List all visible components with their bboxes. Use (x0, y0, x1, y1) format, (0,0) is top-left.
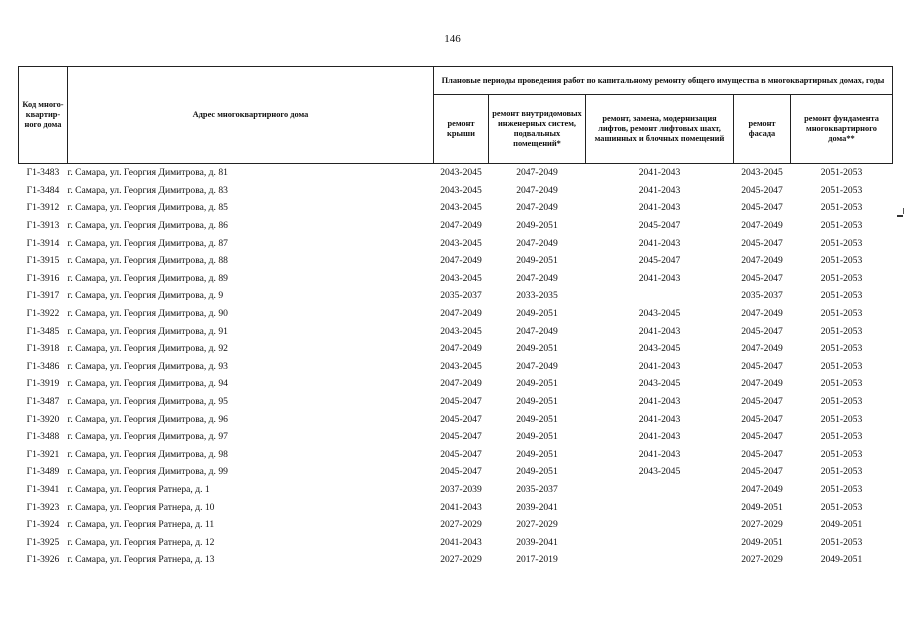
foundation-period: 2051-2053 (820, 272, 863, 284)
facade-period: 2047-2049 (741, 308, 783, 320)
systems-period: 2047-2049 (516, 325, 558, 337)
foundation-period: 2051-2053 (820, 396, 863, 408)
house-code: Г1-3920 (26, 413, 60, 425)
house-code: Г1-3484 (26, 184, 60, 196)
table-row (19, 358, 893, 376)
lifts-period: 2041-2043 (638, 396, 681, 408)
systems-period: 2035-2037 (516, 483, 558, 495)
house-address: г. Самара, ул. Георгия Димитрова, д. 81 (67, 167, 228, 179)
house-code: Г1-3486 (26, 360, 60, 372)
foundation-period: 2051-2053 (820, 536, 863, 548)
roof-period: 2045-2047 (440, 448, 482, 460)
house-address: г. Самара, ул. Георгия Димитрова, д. 94 (67, 378, 228, 390)
facade-period: 2049-2051 (741, 536, 783, 548)
house-address: г. Самара, ул. Георгия Димитрова, д. 95 (67, 396, 228, 408)
table-row (19, 305, 893, 323)
roof-period: 2043-2045 (440, 272, 482, 284)
facade-period: 2045-2047 (741, 184, 783, 196)
header-foundation: ремонт фундамента многоквартирного дома** (791, 95, 893, 164)
house-code: Г1-3919 (26, 378, 60, 390)
table-row (19, 322, 893, 340)
table-row (19, 551, 893, 569)
lifts-period: 2041-2043 (638, 202, 681, 214)
table-row (19, 428, 893, 446)
facade-period: 2047-2049 (741, 255, 783, 267)
lifts-period: 2043-2045 (638, 308, 681, 320)
page-number: 146 (444, 33, 461, 45)
table-row (19, 217, 893, 235)
foundation-period: 2051-2053 (820, 202, 863, 214)
lifts-period: 2041-2043 (638, 167, 681, 179)
house-address: г. Самара, ул. Георгия Димитрова, д. 88 (67, 255, 228, 267)
systems-period: 2047-2049 (516, 272, 558, 284)
facade-period: 2047-2049 (741, 220, 783, 232)
lifts-period: 2041-2043 (638, 431, 681, 443)
house-address: г. Самара, ул. Георгия Димитрова, д. 90 (67, 308, 228, 320)
house-code: Г1-3925 (26, 536, 60, 548)
foundation-period: 2049-2051 (820, 554, 863, 566)
header-group: Плановые периоды проведения работ по капитальному ремонту общего имущества в многоквартирных домах, годы (434, 67, 893, 95)
foundation-period: 2051-2053 (820, 184, 863, 196)
foundation-period: 2051-2053 (820, 378, 863, 390)
lifts-period: 2041-2043 (638, 325, 681, 337)
lifts-period: 2041-2043 (638, 448, 681, 460)
lifts-period (586, 498, 734, 516)
table-row (19, 463, 893, 481)
systems-period: 2049-2051 (516, 255, 558, 267)
lifts-period (586, 533, 734, 551)
roof-period: 2043-2045 (440, 167, 482, 179)
house-code: Г1-3917 (26, 290, 60, 302)
house-code: Г1-3926 (26, 554, 60, 566)
house-address: г. Самара, ул. Георгия Ратнера, д. 11 (67, 519, 215, 531)
house-code: Г1-3923 (26, 501, 60, 513)
systems-period: 2017-2019 (516, 554, 558, 566)
house-code: Г1-3487 (26, 396, 60, 408)
house-code: Г1-3941 (26, 483, 60, 495)
foundation-period: 2051-2053 (820, 237, 863, 249)
systems-period: 2049-2051 (516, 431, 558, 443)
lifts-period: 2045-2047 (638, 220, 681, 232)
systems-period: 2039-2041 (516, 536, 558, 548)
systems-period: 2049-2051 (516, 466, 558, 478)
table-row (19, 516, 893, 534)
house-address: г. Самара, ул. Георгия Димитрова, д. 86 (67, 220, 228, 232)
table-body (19, 164, 893, 569)
roof-period: 2045-2047 (440, 431, 482, 443)
house-code: Г1-3924 (26, 519, 60, 531)
foundation-period: 2051-2053 (820, 483, 863, 495)
roof-period: 2041-2043 (440, 536, 482, 548)
house-address: г. Самара, ул. Георгия Димитрова, д. 93 (67, 360, 228, 372)
roof-period: 2027-2029 (440, 554, 482, 566)
table-row (19, 498, 893, 516)
capital-repair-table (18, 66, 893, 569)
facade-period: 2045-2047 (741, 202, 783, 214)
header-code: Код много-квартир-ного дома (19, 67, 68, 164)
facade-period: 2045-2047 (741, 466, 783, 478)
header-roof: ремонт крыши (434, 95, 489, 164)
facade-period: 2045-2047 (741, 448, 783, 460)
table-row (19, 533, 893, 551)
foundation-period: 2051-2053 (820, 220, 863, 232)
house-code: Г1-3914 (26, 237, 60, 249)
facade-period: 2045-2047 (741, 325, 783, 337)
house-code: Г1-3915 (26, 255, 60, 267)
header-address: Адрес многоквартирного дома (68, 67, 434, 164)
house-code: Г1-3913 (26, 220, 60, 232)
facade-period: 2047-2049 (741, 378, 783, 390)
table-row (19, 164, 893, 182)
foundation-period: 2051-2053 (820, 343, 863, 355)
facade-period: 2027-2029 (741, 519, 783, 531)
header-facade: ремонт фасада (734, 95, 791, 164)
lifts-period (586, 287, 734, 305)
house-address: г. Самара, ул. Георгия Димитрова, д. 83 (67, 184, 228, 196)
lifts-period: 2043-2045 (638, 466, 681, 478)
facade-period: 2045-2047 (741, 431, 783, 443)
table-row (19, 481, 893, 499)
house-address: г. Самара, ул. Георгия Димитрова, д. 87 (67, 237, 228, 249)
table-row (19, 375, 893, 393)
lifts-period (586, 516, 734, 534)
systems-period: 2049-2051 (516, 448, 558, 460)
house-code: Г1-3921 (26, 448, 60, 460)
foundation-period: 2051-2053 (820, 360, 863, 372)
house-address: г. Самара, ул. Георгия Ратнера, д. 12 (67, 536, 215, 548)
facade-period: 2045-2047 (741, 396, 783, 408)
systems-period: 2049-2051 (516, 308, 558, 320)
house-address: г. Самара, ул. Георгия Димитрова, д. 85 (67, 202, 228, 214)
house-code: Г1-3485 (26, 325, 60, 337)
systems-period: 2049-2051 (516, 396, 558, 408)
lifts-period (586, 481, 734, 499)
systems-period: 2039-2041 (516, 501, 558, 513)
table-row (19, 393, 893, 411)
facade-period: 2049-2051 (741, 501, 783, 513)
lifts-period: 2041-2043 (638, 237, 681, 249)
house-address: г. Самара, ул. Георгия Димитрова, д. 92 (67, 343, 228, 355)
facade-period: 2045-2047 (741, 237, 783, 249)
foundation-period: 2051-2053 (820, 466, 863, 478)
house-address: г. Самара, ул. Георгия Ратнера, д. 13 (67, 554, 215, 566)
foundation-period: 2051-2053 (820, 290, 863, 302)
roof-period: 2047-2049 (440, 220, 482, 232)
facade-period: 2045-2047 (741, 272, 783, 284)
systems-period: 2047-2049 (516, 184, 558, 196)
facade-period: 2045-2047 (741, 360, 783, 372)
facade-period: 2043-2045 (741, 167, 783, 179)
foundation-period: 2051-2053 (820, 308, 863, 320)
foundation-period: 2051-2053 (820, 413, 863, 425)
lifts-period: 2043-2045 (638, 378, 681, 390)
systems-period: 2047-2049 (516, 360, 558, 372)
systems-period: 2047-2049 (516, 167, 558, 179)
roof-period: 2047-2049 (440, 343, 482, 355)
foundation-period: 2051-2053 (820, 501, 863, 513)
lifts-period: 2043-2045 (638, 343, 681, 355)
table-row (19, 287, 893, 305)
house-address: г. Самара, ул. Георгия Димитрова, д. 98 (67, 448, 228, 460)
lifts-period: 2041-2043 (638, 184, 681, 196)
table-row (19, 199, 893, 217)
header-systems: ремонт внутридомовых инженерных систем, подвальных помещений* (489, 95, 586, 164)
house-code: Г1-3488 (26, 431, 60, 443)
table-row (19, 340, 893, 358)
roof-period: 2045-2047 (440, 396, 482, 408)
roof-period: 2027-2029 (440, 519, 482, 531)
scan-mark (897, 215, 903, 217)
house-code: Г1-3918 (26, 343, 60, 355)
facade-period: 2047-2049 (741, 343, 783, 355)
roof-period: 2043-2045 (440, 184, 482, 196)
systems-period: 2049-2051 (516, 378, 558, 390)
table-row (19, 446, 893, 464)
roof-period: 2047-2049 (440, 308, 482, 320)
roof-period: 2043-2045 (440, 325, 482, 337)
roof-period: 2045-2047 (440, 466, 482, 478)
table-row (19, 410, 893, 428)
house-address: г. Самара, ул. Георгия Димитрова, д. 97 (67, 431, 228, 443)
foundation-period: 2049-2051 (820, 519, 863, 531)
house-code: Г1-3916 (26, 272, 60, 284)
lifts-period: 2041-2043 (638, 272, 681, 284)
roof-period: 2037-2039 (440, 483, 482, 495)
foundation-period: 2051-2053 (820, 167, 863, 179)
header-lifts: ремонт, замена, модернизация лифтов, ремонт лифтовых шахт, машинных и блочных помещений (586, 95, 734, 164)
facade-period: 2035-2037 (741, 290, 783, 302)
roof-period: 2047-2049 (440, 255, 482, 267)
systems-period: 2027-2029 (516, 519, 558, 531)
systems-period: 2049-2051 (516, 220, 558, 232)
table-row (19, 182, 893, 200)
house-code: Г1-3922 (26, 308, 60, 320)
house-address: г. Самара, ул. Георгия Ратнера, д. 1 (67, 483, 210, 495)
lifts-period (586, 551, 734, 569)
lifts-period: 2041-2043 (638, 413, 681, 425)
table-row (19, 252, 893, 270)
house-address: г. Самара, ул. Георгия Димитрова, д. 9 (67, 290, 224, 302)
table-row (19, 234, 893, 252)
facade-period: 2047-2049 (741, 483, 783, 495)
roof-period: 2047-2049 (440, 378, 482, 390)
roof-period: 2045-2047 (440, 413, 482, 425)
table-row (19, 270, 893, 288)
house-address: г. Самара, ул. Георгия Ратнера, д. 10 (67, 501, 215, 513)
house-address: г. Самара, ул. Георгия Димитрова, д. 99 (67, 466, 228, 478)
systems-period: 2033-2035 (516, 290, 558, 302)
roof-period: 2043-2045 (440, 202, 482, 214)
lifts-period: 2045-2047 (638, 255, 681, 267)
systems-period: 2049-2051 (516, 413, 558, 425)
roof-period: 2043-2045 (440, 237, 482, 249)
house-code: Г1-3483 (26, 167, 60, 179)
house-address: г. Самара, ул. Георгия Димитрова, д. 91 (67, 325, 228, 337)
foundation-period: 2051-2053 (820, 431, 863, 443)
scan-mark-2 (903, 208, 904, 214)
lifts-period: 2041-2043 (638, 360, 681, 372)
roof-period: 2035-2037 (440, 290, 482, 302)
foundation-period: 2051-2053 (820, 325, 863, 337)
roof-period: 2043-2045 (440, 360, 482, 372)
systems-period: 2049-2051 (516, 343, 558, 355)
roof-period: 2041-2043 (440, 501, 482, 513)
house-code: Г1-3912 (26, 202, 60, 214)
foundation-period: 2051-2053 (820, 448, 863, 460)
systems-period: 2047-2049 (516, 237, 558, 249)
foundation-period: 2051-2053 (820, 255, 863, 267)
house-code: Г1-3489 (26, 466, 60, 478)
house-address: г. Самара, ул. Георгия Димитрова, д. 96 (67, 413, 228, 425)
facade-period: 2027-2029 (741, 554, 783, 566)
systems-period: 2047-2049 (516, 202, 558, 214)
house-address: г. Самара, ул. Георгия Димитрова, д. 89 (67, 272, 228, 284)
facade-period: 2045-2047 (741, 413, 783, 425)
